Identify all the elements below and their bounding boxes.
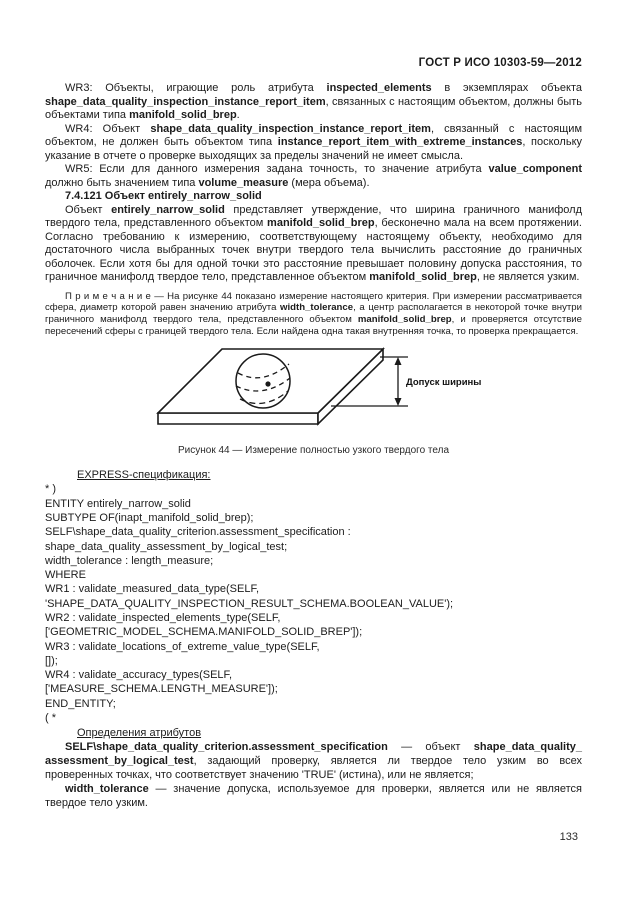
express-code-line: * ) xyxy=(45,483,56,496)
page-content xyxy=(45,82,582,810)
figure-44-drawing xyxy=(150,341,510,441)
express-code-line: WR1 : validate_measured_data_type(SELF, xyxy=(45,583,260,596)
express-code-line: ( * xyxy=(45,712,56,725)
express-code-line: WHERE xyxy=(45,569,86,582)
paragraph-wr4: WR4: Объект shape_data_quality_inspection_instance_report_item, связанный с настоящим объектом, не должен быть объектом типа instance_report_item_with_extreme_instances, поскольку указание в отчете о проверке выходящих за пределы значений не имеет смысла. xyxy=(45,122,583,162)
express-code-line: shape_data_quality_assessment_by_logical_test; xyxy=(45,540,288,553)
figure-caption: Рисунок 44 — Измерение полностью узкого твердого тела xyxy=(177,445,450,457)
express-section-title: EXPRESS-спецификация: xyxy=(77,469,211,482)
express-code-block xyxy=(45,482,582,725)
measurement-sphere xyxy=(236,354,290,408)
note-paragraph: П р и м е ч а н и е — На рисунке 44 показано измерение настоящего критерия. При измерении рассматривается сфера, диаметр которой равен значению атрибута width_tolerance, а центр располагается в некоторой точке внутри граничного манифолд твердого тела, представленного объектом manifold_solid_brep, и проверяется отсутствие пересечений сферы с границей твердого тела. Если найдена одна такая внутренняя точка, то проверка прекращается. xyxy=(45,290,583,337)
attributes-section-title: Определения атрибутов xyxy=(77,727,202,740)
section-heading-7-4-121: 7.4.121 Объект entirely_narrow_solid xyxy=(65,190,262,202)
dimension-arrow-up-icon xyxy=(395,357,402,365)
express-code-line: ['GEOMETRIC_MODEL_SCHEMA.MANIFOLD_SOLID_BREP']); xyxy=(45,626,363,639)
paragraph-wr5: WR5: Если для данного измерения задана точность, то значение атрибута value_component должно быть значением типа volume_measure (мера объема). xyxy=(45,163,582,189)
express-code-line: width_tolerance : length_measure; xyxy=(45,554,214,567)
paragraph-self-assessment-specification: SELF\shape_data_quality_criterion.assessment_specification — объект shape_data_quality_ assessment_by_logical_test, задающий проверку, является ли твердое тело узким во всех проверенных точках, что соответствует значению 'TRUE' (истина), или не является; xyxy=(45,741,582,782)
sphere-outline xyxy=(236,354,290,408)
slab-front-face xyxy=(158,413,318,424)
paragraph-entirely-narrow-solid: Объект entirely_narrow_solid представляет утверждение, что ширина граничного манифолд твердого тела, представленного объектом manifold_solid_brep, бесконечно мала на всем протяжении. Согласно требованию к измерению, соответствующему настоящему объекту, необходимо для достаточного числа выбранных точек внутри твердого тела вычислить расстояние до граничных оболочек. Если хотя бы для одной точки это расстояние превышает половину допуска расстояния, то граничное манифолд твердое тело, представленное объектом manifold_solid_brep, не является узким. xyxy=(45,203,583,283)
express-code-line: SELF\shape_data_quality_criterion.assessment_specification : xyxy=(45,526,351,539)
dimension-arrow-down-icon xyxy=(395,398,402,406)
dimension-label: Допуск ширины xyxy=(406,377,482,389)
express-code-line: ENTITY entirely_narrow_solid xyxy=(45,497,191,510)
express-code-line: WR4 : validate_accuracy_types(SELF, xyxy=(45,669,233,682)
sphere-center-dot xyxy=(265,382,270,387)
page-header: ГОСТ Р ИСО 10303-59—2012 xyxy=(418,57,582,69)
paragraph-width-tolerance: width_tolerance — значение допуска, используемое для проверки, является или не является твердое тело узким. xyxy=(45,783,582,810)
express-code-line: WR2 : validate_inspected_elements_type(SELF, xyxy=(45,611,281,624)
express-code-line: WR3 : validate_locations_of_extreme_value_type(SELF, xyxy=(45,640,320,653)
express-code-line: END_ENTITY; xyxy=(45,697,116,710)
paragraph-wr3: WR3: Объекты, играющие роль атрибута inspected_elements в экземплярах объекта shape_data_quality_inspection_instance_report_item, связанных с настоящим объектом, должны быть объектами типа manifold_solid_brep. xyxy=(45,82,582,121)
express-code-line: SUBTYPE OF(inapt_manifold_solid_brep); xyxy=(45,511,254,524)
figure-44 xyxy=(45,341,582,456)
page-number: 133 xyxy=(559,831,578,843)
express-code-line: []); xyxy=(45,654,58,667)
express-code-line: ['MEASURE_SCHEMA.LENGTH_MEASURE']); xyxy=(45,683,278,696)
express-code-line: 'SHAPE_DATA_QUALITY_INSPECTION_RESULT_SCHEMA.BOOLEAN_VALUE'); xyxy=(45,597,454,610)
